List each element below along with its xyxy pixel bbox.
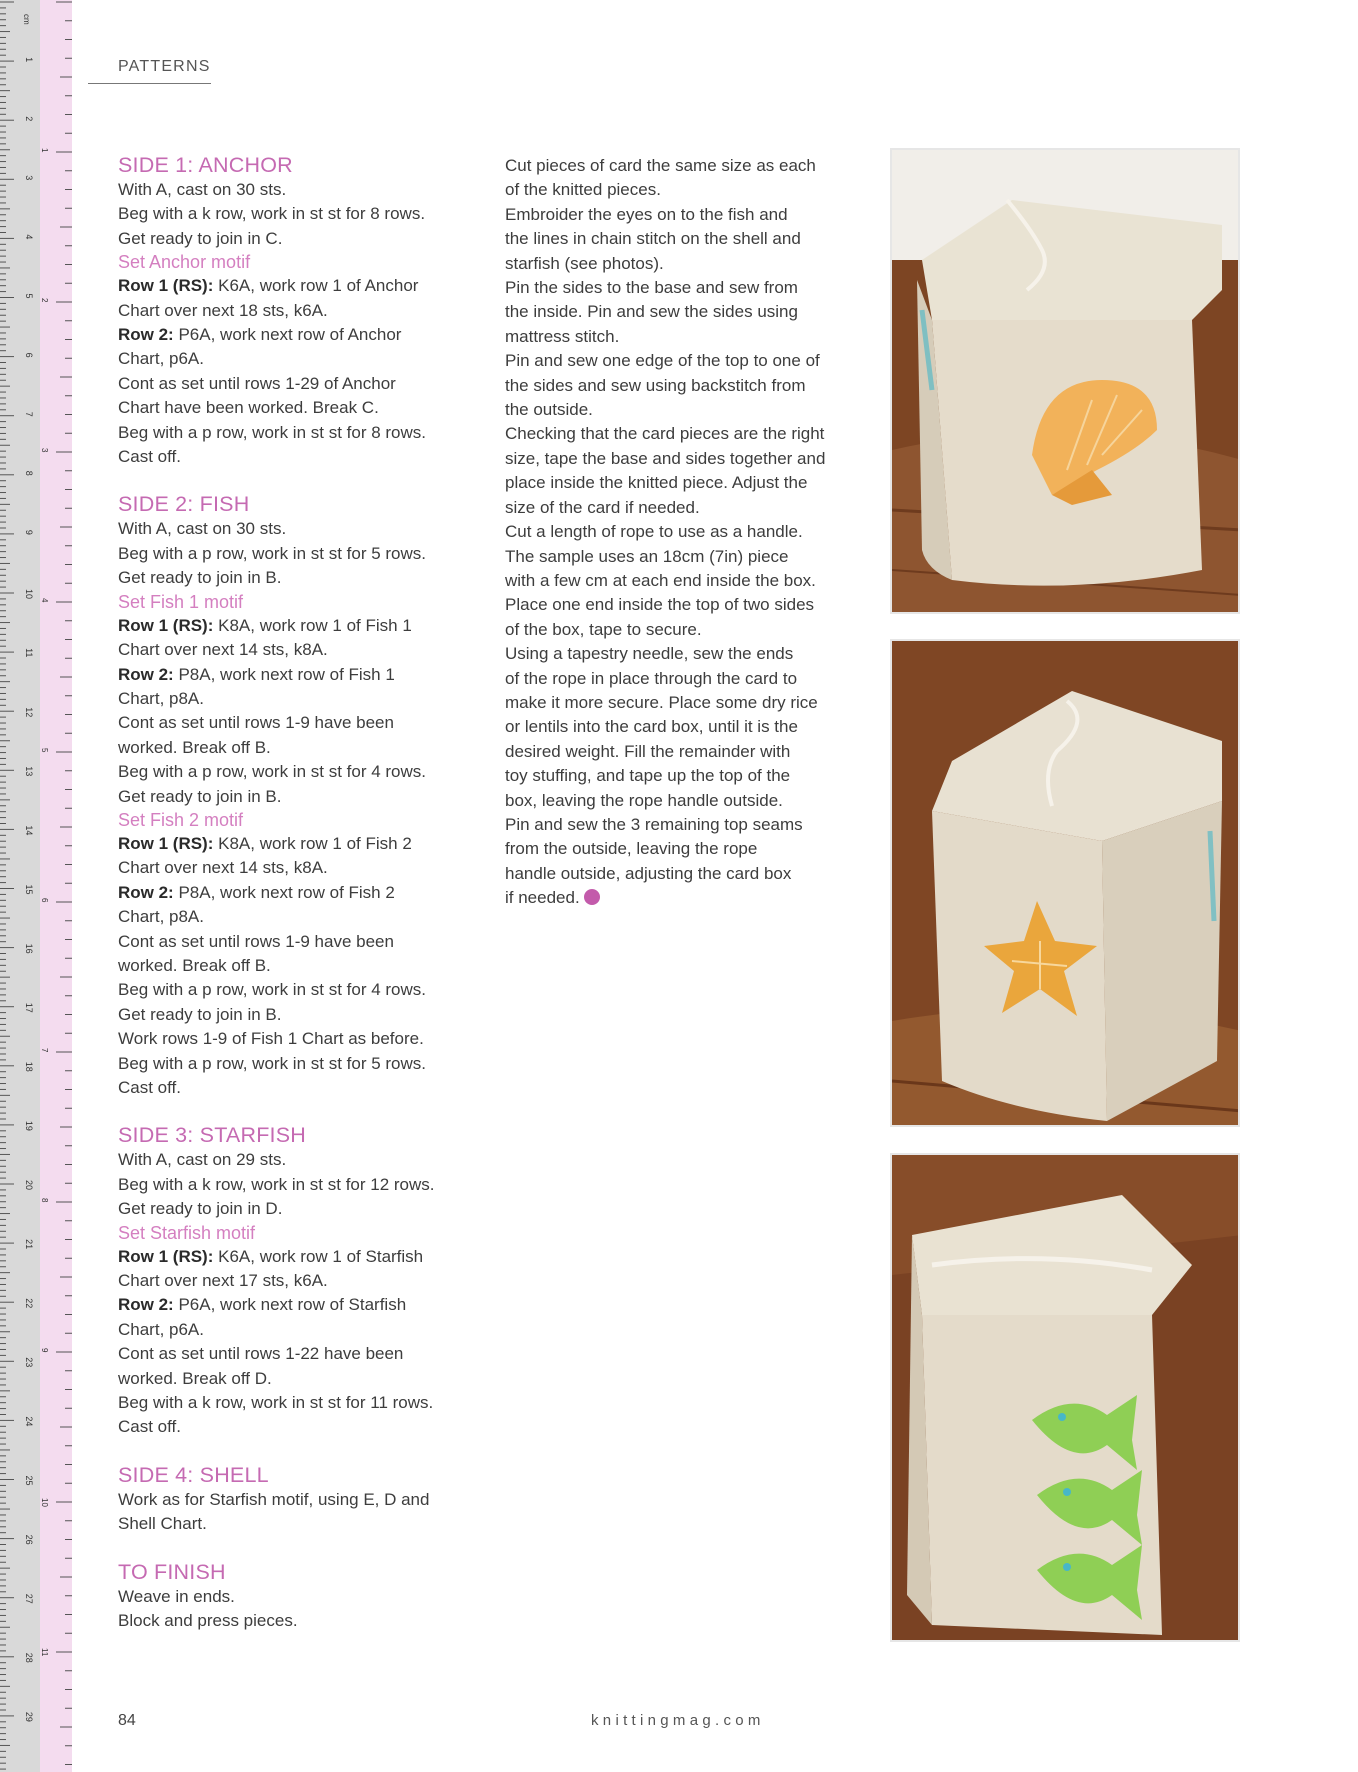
text-line: worked. Break off D.: [118, 1368, 272, 1388]
text-line: mattress stitch.: [505, 326, 620, 346]
ruler-cm-label: 8: [24, 470, 34, 476]
ruler-cm-label: 7: [24, 411, 34, 417]
text-line: starfish (see photos).: [505, 253, 664, 273]
text-line: Pin and sew one edge of the top to one of: [505, 351, 820, 371]
text-line: Beg with a p row, work in st st for 5 rows.: [118, 1053, 427, 1073]
ruler-cm-label: 28: [24, 1652, 34, 1663]
text-line: Pin and sew the 3 remaining top seams: [505, 814, 803, 834]
text-line: Cont as set until rows 1-9 have been: [118, 713, 394, 733]
side2-heading: SIDE 2: FISH: [118, 492, 250, 517]
fish2-motif-subheading: Set Fish 2 motif: [118, 809, 244, 830]
ruler-inch-label: 7: [40, 1048, 49, 1053]
ruler-cm-label: 13: [24, 766, 34, 777]
text-line: box, leaving the rope handle outside.: [505, 790, 783, 810]
ruler-inch-label: 11: [40, 1648, 49, 1657]
text-line: With A, cast on 30 sts.: [118, 180, 287, 199]
text-line: if needed.: [505, 888, 580, 908]
row-instruction: [118, 832, 463, 856]
text-line: of the knitted pieces.: [505, 180, 661, 200]
ruler-cm-label: 22: [24, 1298, 34, 1309]
side3-heading: SIDE 3: STARFISH: [118, 1123, 306, 1148]
anchor-motif-subheading: Set Anchor motif: [118, 252, 251, 273]
ruler-cm-label: 10: [24, 589, 34, 600]
ruler-cm-label: 29: [24, 1711, 34, 1722]
text-line: Chart over next 14 sts, k8A.: [118, 858, 328, 878]
ruler-cm-label: 9: [24, 529, 34, 535]
row-label: Row 2:: [118, 664, 174, 684]
row-instruction: [118, 881, 463, 905]
ruler-graphic: [0, 0, 72, 1772]
ruler-cm-label: 24: [24, 1416, 34, 1427]
text-line: Chart over next 18 sts, k6A.: [118, 300, 328, 320]
text-line: Beg with a p row, work in st st for 4 rows.: [118, 980, 427, 1000]
ruler-cm-label: 25: [24, 1475, 34, 1486]
ruler-inch-label: 6: [40, 898, 49, 903]
text-line: Cast off.: [118, 1078, 181, 1097]
row-text: K6A, work row 1 of Starfish: [213, 1246, 424, 1266]
text-line: or lentils into the card box, until it is the: [505, 717, 798, 737]
text-line: Chart over next 17 sts, k6A.: [118, 1271, 328, 1291]
text-line: Get ready to join in D.: [118, 1199, 283, 1219]
ruler-cm-label: 15: [24, 884, 34, 895]
side1-heading: SIDE 1: ANCHOR: [118, 153, 293, 177]
header-divider: [88, 83, 211, 84]
ruler-inch-label: 3: [40, 448, 49, 453]
text-line: With A, cast on 29 sts.: [118, 1150, 287, 1170]
text-line: Chart, p8A.: [118, 907, 204, 927]
text-line: Work as for Starfish motif, using E, D and: [118, 1489, 430, 1509]
ruler-cm-label: 27: [24, 1593, 34, 1604]
text-line: with a few cm at each end inside the box.: [505, 570, 816, 590]
starfish-motif-subheading: Set Starfish motif: [118, 1222, 256, 1243]
text-line: Beg with a k row, work in st st for 12 rows.: [118, 1174, 435, 1194]
text-line: Chart, p6A.: [118, 349, 204, 369]
text-line: Cont as set until rows 1-29 of Anchor: [118, 373, 396, 393]
row-text: P6A, work next row of Anchor: [173, 325, 402, 345]
row-label: Row 1 (RS):: [118, 276, 214, 296]
knitted-cube-shell-image: [892, 150, 1240, 614]
row-label: Row 2:: [118, 1295, 174, 1315]
knitted-cube-fish-image: [892, 1155, 1240, 1642]
text-line: Chart, p8A.: [118, 688, 204, 708]
text-line: Beg with a k row, work in st st for 8 rows.: [118, 204, 426, 224]
text-line: Get ready to join in B.: [118, 568, 282, 588]
side4-heading: SIDE 4: SHELL: [118, 1462, 269, 1487]
end-mark-icon: [584, 889, 600, 905]
finish-section: [118, 1559, 463, 1634]
ruler-inch-label: 2: [40, 298, 49, 303]
text-line: Beg with a p row, work in st st for 4 rows.: [118, 762, 427, 782]
text-line: place inside the knitted piece. Adjust the: [505, 473, 808, 493]
text-line: Block and press pieces.: [118, 1611, 298, 1631]
text-line: Cont as set until rows 1-22 have been: [118, 1344, 404, 1364]
section-label: PATTERNS: [118, 58, 211, 75]
row-text: K8A, work row 1 of Fish 2: [213, 833, 412, 853]
ruler-cm-label: 5: [24, 293, 34, 299]
text-line: of the box, tape to secure.: [505, 619, 702, 639]
side3-section: [118, 1122, 463, 1439]
text-line: the lines in chain stitch on the shell and: [505, 229, 801, 249]
row-label: Row 1 (RS):: [118, 615, 214, 635]
finishing-text: [505, 154, 865, 886]
text-line: Get ready to join in C.: [118, 228, 283, 248]
text-line: handle outside, adjusting the card box: [505, 863, 792, 883]
row-instruction: [118, 1245, 463, 1269]
final-line: [505, 886, 865, 910]
text-line: size, tape the base and sides together and: [505, 448, 826, 468]
text-line: Beg with a p row, work in st st for 5 rows.: [118, 543, 427, 563]
text-line: The sample uses an 18cm (7in) piece: [505, 546, 789, 566]
ruler-cm-label: 3: [24, 175, 34, 181]
ruler-cm-label: 4: [24, 234, 34, 240]
ruler-inch-label: 8: [40, 1198, 49, 1203]
text-line: from the outside, leaving the rope: [505, 839, 758, 859]
ruler-inch-label: 4: [40, 598, 49, 603]
text-line: Cont as set until rows 1-9 have been: [118, 931, 394, 951]
finishing-instructions-column: [505, 154, 865, 911]
ruler-cm-label: 17: [24, 1002, 34, 1013]
ruler-cm-label: 21: [24, 1239, 34, 1250]
text-line: desired weight. Fill the remainder with: [505, 741, 791, 761]
text-line: Work rows 1-9 of Fish 1 Chart as before.: [118, 1029, 424, 1049]
row-label: Row 2:: [118, 325, 174, 345]
ruler-inch-label: 1: [40, 148, 49, 153]
text-line: Beg with a p row, work in st st for 8 rows.: [118, 422, 427, 442]
row-instruction: [118, 1293, 463, 1317]
ruler-cm-label: 23: [24, 1357, 34, 1368]
text-line: Weave in ends.: [118, 1586, 235, 1606]
text-line: Shell Chart.: [118, 1514, 207, 1534]
row-label: Row 1 (RS):: [118, 1246, 214, 1266]
ruler-unit-label: cm: [22, 14, 31, 25]
fish-side-photo: [890, 1153, 1240, 1642]
text-line: Get ready to join in B.: [118, 786, 282, 806]
text-line: the inside. Pin and sew the sides using: [505, 302, 798, 322]
row-instruction: [118, 274, 463, 298]
text-line: of the rope in place through the card to: [505, 668, 798, 688]
text-line: worked. Break off B.: [118, 955, 271, 975]
ruler-cm-label: 18: [24, 1061, 34, 1072]
starfish-side-photo: [890, 639, 1240, 1127]
ruler-cm-label: 12: [24, 707, 34, 718]
text-line: Beg with a k row, work in st st for 11 rows.: [118, 1393, 434, 1413]
ruler-inch-label: 10: [40, 1498, 49, 1507]
text-line: size of the card if needed.: [505, 497, 700, 517]
text-line: make it more secure. Place some dry rice: [505, 692, 818, 712]
text-line: Cast off.: [118, 1417, 181, 1437]
side4-section: [118, 1462, 463, 1537]
ruler-cm-label: 19: [24, 1120, 34, 1131]
text-line: the outside.: [505, 400, 593, 420]
finish-heading: TO FINISH: [118, 1559, 226, 1584]
text-line: toy stuffing, and tape up the top of the: [505, 766, 791, 786]
text-line: Chart, p6A.: [118, 1319, 204, 1339]
text-line: Get ready to join in B.: [118, 1004, 282, 1024]
row-instruction: [118, 323, 463, 347]
text-line: Chart over next 14 sts, k8A.: [118, 640, 328, 660]
page-number: 84: [118, 1712, 136, 1729]
text-line: Cast off.: [118, 447, 181, 467]
text-line: Pin the sides to the base and sew from: [505, 278, 798, 298]
row-text: P8A, work next row of Fish 1: [173, 664, 395, 684]
ruler-cm-label: 6: [24, 352, 34, 358]
text-line: Checking that the card pieces are the right: [505, 424, 825, 444]
ruler-cm-label: 2: [24, 116, 34, 122]
ruler-cm-label: 11: [24, 648, 34, 658]
pattern-instructions-column: [118, 152, 463, 1656]
row-instruction: [118, 614, 463, 638]
row-label: Row 2:: [118, 882, 174, 902]
ruler-cm-label: 16: [24, 943, 34, 954]
tape-measure-ruler: [0, 0, 72, 1772]
text-line: Place one end inside the top of two sides: [505, 595, 815, 615]
row-text: P8A, work next row of Fish 2: [173, 882, 395, 902]
row-text: P6A, work next row of Starfish: [173, 1295, 407, 1315]
ruler-inch-label: 5: [40, 748, 49, 753]
row-label: Row 1 (RS):: [118, 833, 214, 853]
text-line: worked. Break off B.: [118, 737, 271, 757]
ruler-cm-label: 26: [24, 1534, 34, 1545]
text-line: Using a tapestry needle, sew the ends: [505, 644, 794, 664]
text-line: the sides and sew using backstitch from: [505, 375, 806, 395]
text-line: Cut a length of rope to use as a handle.: [505, 522, 803, 542]
row-text: K8A, work row 1 of Fish 1: [213, 615, 412, 635]
knitted-cube-starfish-image: [892, 641, 1240, 1127]
text-line: With A, cast on 30 sts.: [118, 519, 287, 539]
ruler-cm-label: 14: [24, 825, 34, 836]
row-instruction: [118, 663, 463, 687]
website-url: knittingmag.com: [591, 1712, 765, 1729]
fish1-motif-subheading: Set Fish 1 motif: [118, 591, 244, 612]
text-line: Cut pieces of card the same size as each: [505, 156, 816, 175]
ruler-cm-label: 1: [24, 57, 34, 63]
row-text: K6A, work row 1 of Anchor: [213, 276, 419, 296]
text-line: Embroider the eyes on to the fish and: [505, 204, 788, 224]
text-line: Chart have been worked. Break C.: [118, 398, 379, 418]
ruler-cm-label: 20: [24, 1180, 34, 1191]
side2-section: [118, 491, 463, 1100]
ruler-inch-label: 9: [40, 1348, 49, 1353]
side1-section: [118, 152, 463, 469]
shell-side-photo: [890, 148, 1240, 614]
